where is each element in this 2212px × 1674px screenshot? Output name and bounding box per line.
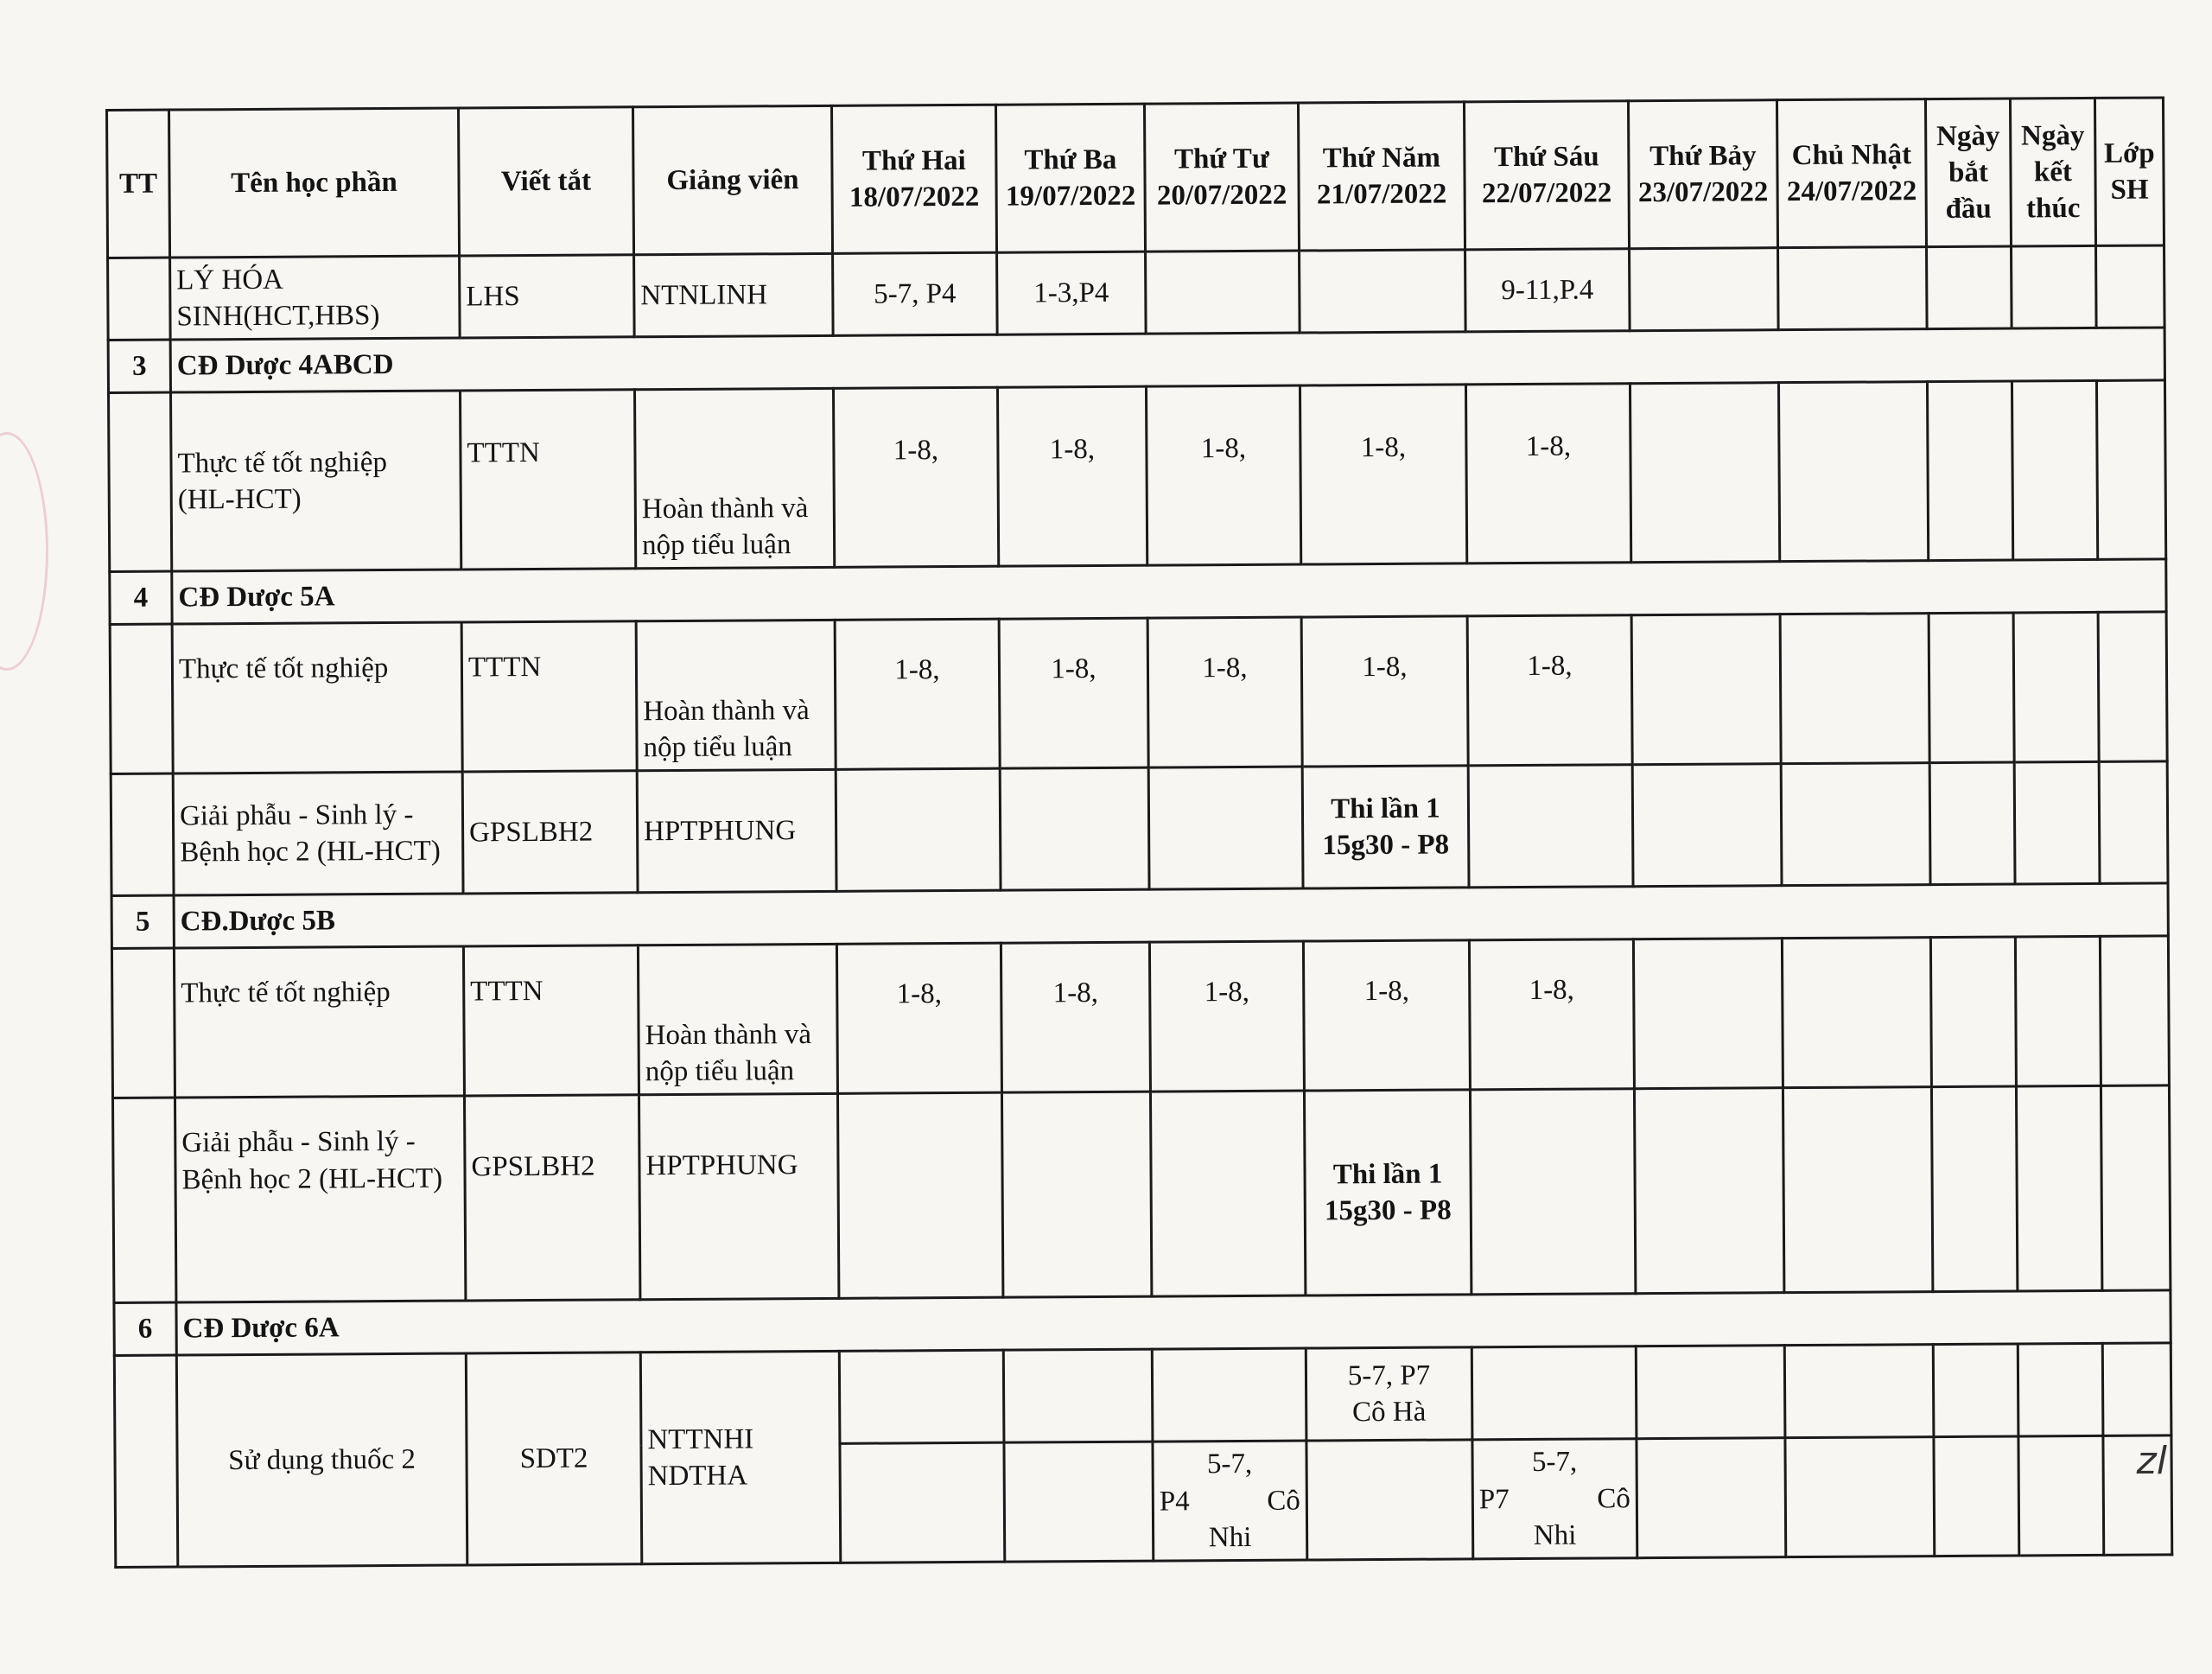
section-number: 6 xyxy=(114,1302,176,1355)
tuesday-slot: 1-8, xyxy=(1001,943,1150,1093)
course-abbr: SDT2 xyxy=(466,1353,641,1565)
section-title: CĐ Dược 6A xyxy=(176,1290,2171,1355)
table-row xyxy=(109,380,2166,572)
handwritten-initials: zl xyxy=(2136,1439,2167,1483)
header-tt: TT xyxy=(107,110,170,258)
section-number: 3 xyxy=(108,341,170,393)
header-end-date: Ngày kết thúc xyxy=(2010,98,2095,246)
header-abbr: Viết tắt xyxy=(459,107,634,256)
course-name: Giải phẫu - Sinh lý - Bệnh học 2 (HL-HCT) xyxy=(173,772,463,895)
monday-slot: 1-8, xyxy=(836,944,1001,1094)
tuesday-slot: 1-8, xyxy=(997,387,1147,567)
friday-slot: 1-8, xyxy=(1469,939,1634,1090)
header-class: Lớp SH xyxy=(2094,98,2164,245)
thursday-slot: 5-7, P7 Cô Hà xyxy=(1306,1347,1472,1441)
wednesday-slot: 1-8, xyxy=(1146,386,1300,566)
friday-slot: 9-11,P.4 xyxy=(1465,249,1630,333)
thursday-exam: Thi lần 1 15g30 - P8 xyxy=(1304,1090,1471,1295)
wednesday-slot: 5-7, P4 Cô Nhi xyxy=(1153,1442,1307,1562)
section-number: 4 xyxy=(110,572,172,625)
thursday-slot: 1-8, xyxy=(1300,385,1466,564)
lecturer: NTTNHI NDTHA xyxy=(640,1352,840,1564)
thursday-exam: Thi lần 1 15g30 - P8 xyxy=(1302,766,1469,888)
lecturer: Hoàn thành và nộp tiểu luận xyxy=(636,621,836,771)
schedule-table xyxy=(105,96,2173,1569)
table-row xyxy=(114,1343,2171,1448)
section-title: CĐ Dược 5A xyxy=(172,559,2166,624)
table-row xyxy=(108,245,2165,341)
lecturer: HPTPHUNG xyxy=(637,770,836,893)
header-friday: Thứ Sáu 22/07/2022 xyxy=(1464,101,1629,250)
monday-slot: 1-8, xyxy=(833,388,998,568)
lecturer: Hoàn thành và nộp tiểu luận xyxy=(638,945,837,1095)
header-monday: Thứ Hai 18/07/2022 xyxy=(831,105,996,253)
course-abbr: GPSLBH2 xyxy=(464,1095,639,1301)
schedule-page xyxy=(105,96,2171,1569)
course-abbr: TTTN xyxy=(463,945,639,1096)
wednesday-slot xyxy=(1146,251,1300,334)
course-name: Giải phẫu - Sinh lý - Bệnh học 2 (HL-HCT) xyxy=(175,1096,465,1302)
table-row xyxy=(111,761,2168,896)
lecturer: NTNLINH xyxy=(634,253,834,337)
friday-slot: 5-7, P7 Cô Nhi xyxy=(1472,1439,1637,1559)
faded-stamp xyxy=(0,432,48,671)
header-wednesday: Thứ Tư 20/07/2022 xyxy=(1144,103,1299,251)
lecturer: HPTPHUNG xyxy=(639,1094,838,1300)
tuesday-slot: 1-8, xyxy=(999,619,1148,769)
table-row xyxy=(112,1085,2170,1303)
thursday-slot: 1-8, xyxy=(1301,616,1468,767)
header-tuesday: Thứ Ba 19/07/2022 xyxy=(995,104,1145,252)
course-name: LÝ HÓA SINH(HCT,HBS) xyxy=(170,256,461,341)
course-abbr: GPSLBH2 xyxy=(462,771,638,894)
course-name: Sử dụng thuốc 2 xyxy=(176,1353,467,1567)
course-name: Thực tế tốt nghiệp xyxy=(174,946,464,1098)
header-start-date: Ngày bắt đầu xyxy=(1925,99,2011,247)
friday-slot: 1-8, xyxy=(1465,384,1630,563)
course-name: Thực tế tốt nghiệp (HL-HCT) xyxy=(171,391,461,571)
course-name: Thực tế tốt nghiệp xyxy=(172,622,462,773)
monday-slot: 1-8, xyxy=(835,620,1000,770)
lecturer: Hoàn thành và nộp tiểu luận xyxy=(634,389,834,569)
course-abbr: TTTN xyxy=(461,621,637,772)
tuesday-slot: 1-3,P4 xyxy=(997,251,1147,335)
header-saturday: Thứ Bảy 23/07/2022 xyxy=(1628,100,1777,249)
friday-slot: 1-8, xyxy=(1467,615,1632,766)
section-number: 5 xyxy=(111,896,174,949)
course-abbr: LHS xyxy=(460,255,635,339)
table-row xyxy=(110,612,2167,774)
thursday-slot xyxy=(1300,250,1466,334)
section-title: CĐ.Dược 5B xyxy=(174,883,2168,948)
section-title: CĐ Dược 4ABCD xyxy=(170,328,2164,392)
wednesday-slot: 1-8, xyxy=(1147,618,1302,768)
table-row xyxy=(111,936,2169,1098)
header-thursday: Thứ Năm 21/07/2022 xyxy=(1298,102,1465,251)
header-row xyxy=(107,98,2164,258)
header-course: Tên học phần xyxy=(169,108,460,258)
monday-slot: 5-7, P4 xyxy=(833,252,998,336)
course-abbr: TTTN xyxy=(461,390,636,570)
header-lecturer: Giảng viên xyxy=(632,105,832,254)
thursday-slot: 1-8, xyxy=(1303,940,1470,1091)
wednesday-slot: 1-8, xyxy=(1149,942,1304,1092)
header-sunday: Chủ Nhật 24/07/2022 xyxy=(1777,99,1926,248)
